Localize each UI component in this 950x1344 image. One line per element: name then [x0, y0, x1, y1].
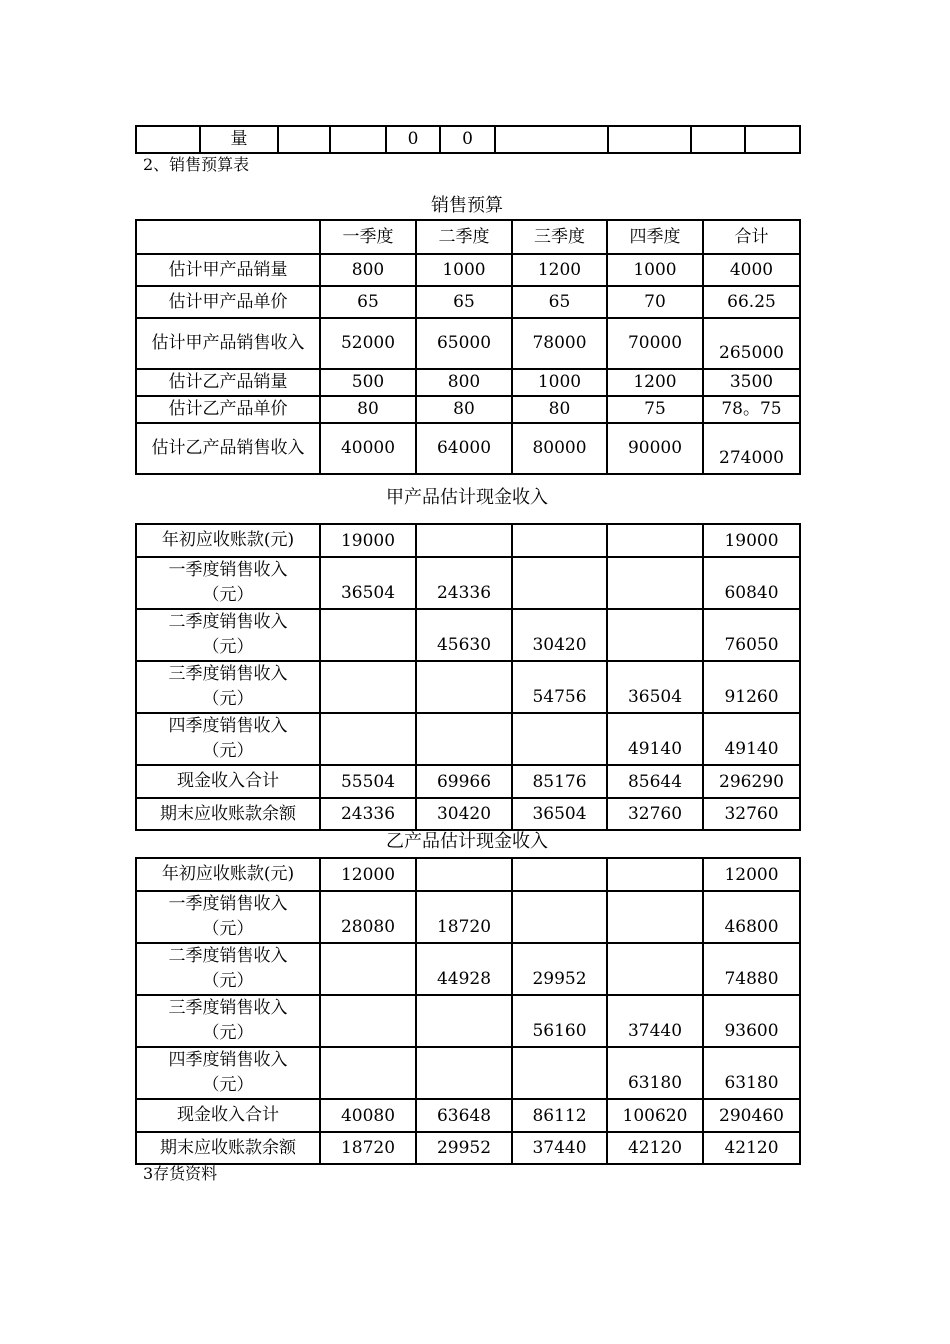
table-row — [136, 891, 800, 943]
row-label: 现金收入合计 — [136, 765, 320, 798]
table-cell: 4000 — [703, 254, 800, 286]
table-row — [136, 369, 800, 396]
table-cell: 36504 — [320, 557, 416, 609]
sales-budget-title: 销售预算 — [431, 195, 503, 216]
table-cell: 29952 — [416, 1132, 512, 1164]
table-cell — [512, 557, 607, 609]
table-cell: 3500 — [703, 369, 800, 396]
fragment-cell: 0 — [440, 126, 495, 153]
table-cell: 37440 — [607, 995, 703, 1047]
row-label: 估计乙产品销量 — [136, 369, 320, 396]
table-cell: 32760 — [607, 798, 703, 830]
table-cell — [512, 891, 607, 943]
table-cell: 42120 — [607, 1132, 703, 1164]
table-cell: 1000 — [512, 369, 607, 396]
header-cell: 四季度 — [607, 220, 703, 254]
table-cell: 75 — [607, 396, 703, 423]
fragment-cell — [691, 126, 745, 153]
table-cell: 19000 — [320, 524, 416, 557]
row-label: 估计乙产品单价 — [136, 396, 320, 423]
row-label: 估计甲产品单价 — [136, 286, 320, 318]
row-label: 估计甲产品销量 — [136, 254, 320, 286]
table-row — [136, 423, 800, 474]
table-cell: 80 — [512, 396, 607, 423]
table-cell: 36504 — [607, 661, 703, 713]
table-cell: 12000 — [320, 858, 416, 891]
table-row — [136, 858, 800, 891]
fragment-cell — [608, 126, 691, 153]
table-cell: 296290 — [703, 765, 800, 798]
table-row — [136, 661, 800, 713]
table-cell: 42120 — [703, 1132, 800, 1164]
table-cell: 80000 — [512, 423, 607, 474]
table-cell: 64000 — [416, 423, 512, 474]
table-cell: 66.25 — [703, 286, 800, 318]
table-cell: 100620 — [607, 1099, 703, 1132]
table-cell — [416, 661, 512, 713]
table-row — [136, 286, 800, 318]
header-cell: 一季度 — [320, 220, 416, 254]
table-cell — [416, 858, 512, 891]
header-cell — [136, 220, 320, 254]
table-cell: 91260 — [703, 661, 800, 713]
table-cell: 49140 — [607, 713, 703, 765]
table-cell: 24336 — [320, 798, 416, 830]
row-label: 年初应收账款(元) — [136, 858, 320, 891]
header-row — [136, 220, 800, 254]
row-label: 年初应收账款(元) — [136, 524, 320, 557]
table-cell — [607, 943, 703, 995]
table-cell: 265000 — [703, 318, 800, 369]
product-b-cash-title: 乙产品估计现金收入 — [386, 831, 548, 852]
table-cell: 78。75 — [703, 396, 800, 423]
table-row — [136, 1099, 800, 1132]
section-2-label: 2、销售预算表 — [143, 155, 250, 174]
fragment-cell: 0 — [386, 126, 440, 153]
table-row — [136, 318, 800, 369]
table-cell — [416, 524, 512, 557]
table-cell: 36504 — [512, 798, 607, 830]
table-cell — [416, 995, 512, 1047]
fragment-cell — [495, 126, 608, 153]
fragment-cell — [745, 126, 800, 153]
row-label: 估计乙产品销售收入 — [136, 423, 320, 474]
table-cell: 45630 — [416, 609, 512, 661]
row-label: 四季度销售收入（元） — [136, 1047, 320, 1099]
table-cell — [512, 713, 607, 765]
row-label: 现金收入合计 — [136, 1099, 320, 1132]
table-cell — [320, 609, 416, 661]
table-cell: 29952 — [512, 943, 607, 995]
header-cell: 三季度 — [512, 220, 607, 254]
table-cell: 55504 — [320, 765, 416, 798]
table-cell — [607, 557, 703, 609]
table-cell — [512, 1047, 607, 1099]
table-cell — [607, 891, 703, 943]
row-label: 期末应收账款余额 — [136, 1132, 320, 1164]
table-cell: 28080 — [320, 891, 416, 943]
table-cell: 63648 — [416, 1099, 512, 1132]
table-cell: 44928 — [416, 943, 512, 995]
table-cell: 78000 — [512, 318, 607, 369]
table-row — [136, 995, 800, 1047]
table-cell: 18720 — [320, 1132, 416, 1164]
table-cell — [416, 1047, 512, 1099]
product-b-cash-table — [135, 857, 801, 1165]
table-cell: 40080 — [320, 1099, 416, 1132]
table-cell: 80 — [416, 396, 512, 423]
table-cell: 19000 — [703, 524, 800, 557]
table-cell: 1200 — [512, 254, 607, 286]
table-cell — [320, 661, 416, 713]
row-label: 估计甲产品销售收入 — [136, 318, 320, 369]
previous-table-fragment — [135, 125, 801, 154]
table-row — [136, 765, 800, 798]
table-cell — [607, 858, 703, 891]
row-label: 一季度销售收入（元） — [136, 891, 320, 943]
table-cell: 56160 — [512, 995, 607, 1047]
table-cell: 85176 — [512, 765, 607, 798]
table-cell: 70 — [607, 286, 703, 318]
table-cell — [512, 524, 607, 557]
table-row — [136, 524, 800, 557]
fragment-cell — [330, 126, 386, 153]
table-row — [136, 713, 800, 765]
table-cell: 46800 — [703, 891, 800, 943]
table-row — [136, 396, 800, 423]
table-cell: 65 — [512, 286, 607, 318]
table-cell: 290460 — [703, 1099, 800, 1132]
table-cell — [607, 524, 703, 557]
table-cell: 800 — [320, 254, 416, 286]
table-row — [136, 254, 800, 286]
table-cell: 49140 — [703, 713, 800, 765]
table-cell — [320, 1047, 416, 1099]
table-cell: 93600 — [703, 995, 800, 1047]
table-row — [136, 1047, 800, 1099]
table-cell: 74880 — [703, 943, 800, 995]
fragment-cell — [278, 126, 330, 153]
table-cell: 40000 — [320, 423, 416, 474]
table-cell: 63180 — [703, 1047, 800, 1099]
row-label: 一季度销售收入（元） — [136, 557, 320, 609]
table-cell — [607, 609, 703, 661]
table-cell: 60840 — [703, 557, 800, 609]
table-cell — [320, 713, 416, 765]
header-cell: 二季度 — [416, 220, 512, 254]
fragment-cell: 量 — [200, 126, 278, 153]
table-cell: 65 — [416, 286, 512, 318]
row-label: 三季度销售收入（元） — [136, 995, 320, 1047]
row-label: 期末应收账款余额 — [136, 798, 320, 830]
row-label: 三季度销售收入（元） — [136, 661, 320, 713]
table-cell: 274000 — [703, 423, 800, 474]
table-cell: 37440 — [512, 1132, 607, 1164]
table-row — [136, 609, 800, 661]
table-cell: 63180 — [607, 1047, 703, 1099]
table-cell: 1200 — [607, 369, 703, 396]
table-cell: 500 — [320, 369, 416, 396]
table-cell: 12000 — [703, 858, 800, 891]
table-cell: 1000 — [416, 254, 512, 286]
table-cell: 800 — [416, 369, 512, 396]
table-cell: 52000 — [320, 318, 416, 369]
sales-budget-table — [135, 219, 801, 475]
table-cell — [320, 995, 416, 1047]
table-cell: 32760 — [703, 798, 800, 830]
table-cell: 1000 — [607, 254, 703, 286]
table-cell: 86112 — [512, 1099, 607, 1132]
row-label: 四季度销售收入（元） — [136, 713, 320, 765]
row-label: 二季度销售收入（元） — [136, 943, 320, 995]
product-a-cash-title: 甲产品估计现金收入 — [386, 487, 548, 508]
table-cell: 80 — [320, 396, 416, 423]
table-cell — [416, 713, 512, 765]
table-row — [136, 798, 800, 830]
product-a-cash-table — [135, 523, 801, 831]
table-cell: 69966 — [416, 765, 512, 798]
table-cell: 76050 — [703, 609, 800, 661]
table-row — [136, 943, 800, 995]
table-cell: 65 — [320, 286, 416, 318]
table-cell: 24336 — [416, 557, 512, 609]
table-cell: 30420 — [416, 798, 512, 830]
table-cell — [512, 858, 607, 891]
table-cell: 30420 — [512, 609, 607, 661]
table-cell: 90000 — [607, 423, 703, 474]
section-3-label: 3存货资料 — [143, 1164, 218, 1183]
table-cell: 85644 — [607, 765, 703, 798]
table-cell: 70000 — [607, 318, 703, 369]
table-cell: 65000 — [416, 318, 512, 369]
fragment-cell — [136, 126, 200, 153]
table-row — [136, 1132, 800, 1164]
table-cell: 54756 — [512, 661, 607, 713]
header-cell: 合计 — [703, 220, 800, 254]
row-label: 二季度销售收入（元） — [136, 609, 320, 661]
table-cell — [320, 943, 416, 995]
table-row — [136, 557, 800, 609]
table-cell: 18720 — [416, 891, 512, 943]
